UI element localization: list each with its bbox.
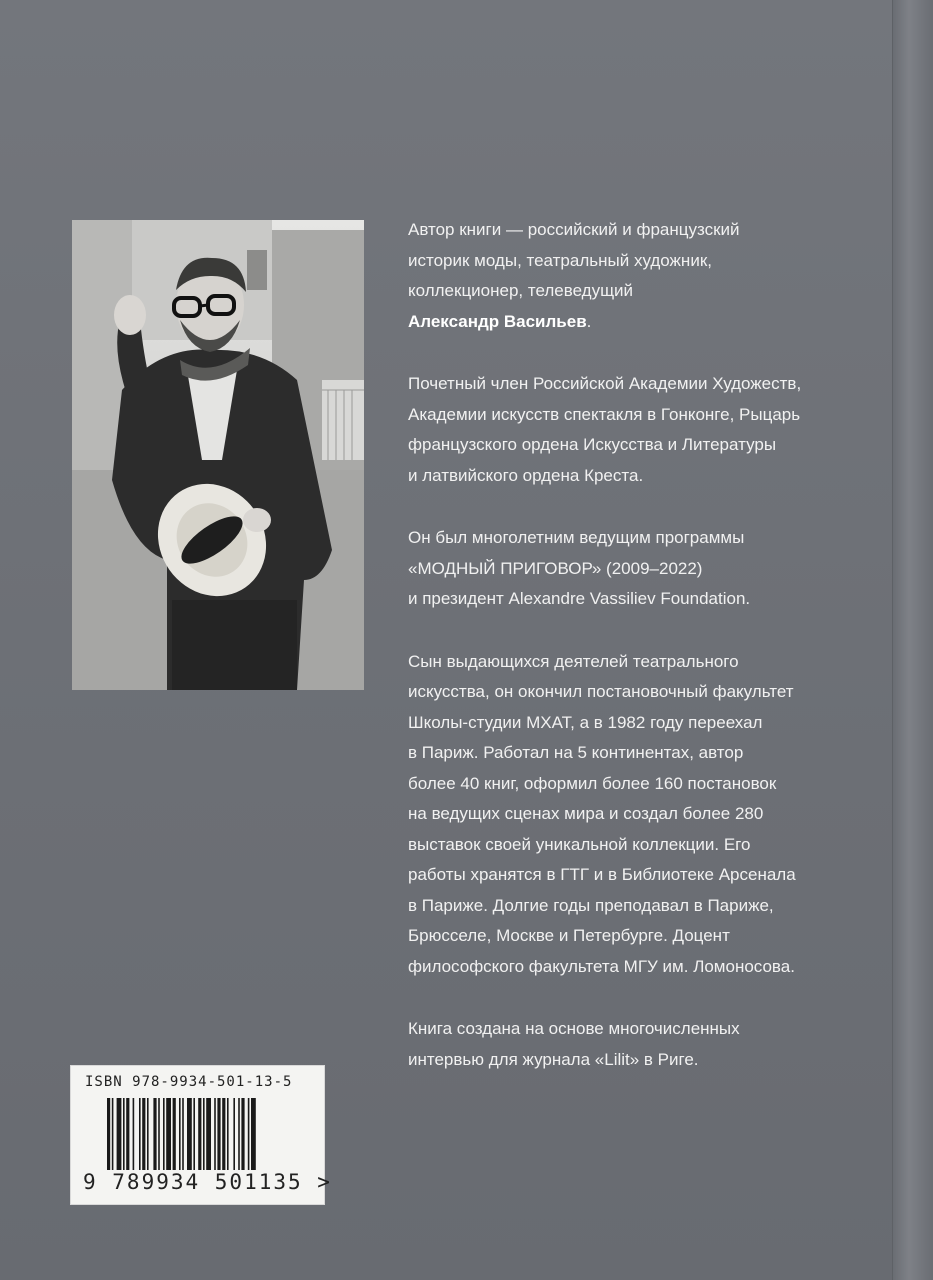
author-name: Александр Васильев — [408, 311, 587, 331]
barcode-digits: 9 789934 501135 > — [83, 1170, 332, 1194]
author-name-suffix: . — [586, 311, 592, 331]
barcode-bar — [179, 1098, 181, 1170]
bio-line: Почетный член Российской Академии Художеств, — [408, 374, 802, 393]
bio-paragraph-1 — [408, 215, 828, 337]
bio-line: и латвийского ордена Креста. — [408, 465, 644, 485]
bio-line: Академии искусств спектакля в Гонконге, Рыцарь — [408, 404, 801, 424]
bio-paragraph-2 — [408, 369, 828, 491]
bio-line: в Париже. Долгие годы преподавал в Париже, — [408, 895, 774, 915]
bio-line: работы хранятся в ГТГ и в Библиотеке Арсенала — [408, 865, 796, 884]
barcode-bar — [112, 1098, 114, 1170]
barcode-bar — [214, 1098, 216, 1170]
barcode-bar — [193, 1098, 195, 1170]
bio-line: французского ордена Искусства и Литературы — [408, 435, 777, 454]
barcode-bar — [222, 1098, 225, 1170]
barcode-bar — [123, 1098, 125, 1170]
bio-line: Он был многолетним ведущим программы — [408, 528, 745, 547]
bio-line: философского факультета МГУ им. Ломоносова. — [408, 956, 795, 976]
barcode-bar — [206, 1098, 211, 1170]
barcode-bar — [142, 1098, 145, 1170]
bio-paragraph-4 — [408, 647, 828, 983]
barcode-bar — [227, 1098, 229, 1170]
bio-line: и президент Alexandre Vassiliev Foundation. — [408, 589, 751, 608]
bio-line: искусства, он окончил постановочный факультет — [408, 682, 794, 701]
bio-line: выставок своей уникальной коллекции. Его — [408, 834, 751, 854]
barcode-bar — [233, 1098, 235, 1170]
barcode-bar — [166, 1098, 171, 1170]
barcode-bar — [133, 1098, 135, 1170]
barcode-bar — [173, 1098, 176, 1170]
bio-paragraph-3 — [408, 523, 828, 615]
barcode-bar — [198, 1098, 201, 1170]
bio-line: Сын выдающихся деятелей театрального — [408, 651, 739, 671]
author-photo-illustration — [72, 220, 364, 690]
barcode-bar — [163, 1098, 165, 1170]
barcode-bar — [153, 1098, 156, 1170]
barcode-bar — [241, 1098, 244, 1170]
barcode-bar — [251, 1098, 256, 1170]
barcode-bar — [117, 1098, 122, 1170]
bio-line: Книга создана на основе многочисленных — [408, 1019, 740, 1038]
barcode-bar — [158, 1098, 160, 1170]
barcode-bar — [182, 1098, 184, 1170]
barcode-bars — [107, 1098, 307, 1170]
barcode-bar — [238, 1098, 240, 1170]
barcode-bar — [217, 1098, 220, 1170]
barcode-bar — [248, 1098, 250, 1170]
bio-line — [408, 307, 828, 338]
barcode-bar — [187, 1098, 192, 1170]
author-biography — [408, 215, 828, 1107]
barcode-bar — [107, 1098, 110, 1170]
isbn-label: ISBN 978-9934-501-13-5 — [85, 1074, 293, 1090]
barcode-bar — [139, 1098, 141, 1170]
bio-line: на ведущих сценах мира и создал более 280 — [408, 804, 764, 823]
author-photo — [72, 220, 364, 690]
bio-line: интервью для журнала «Lilit» в Риге. — [408, 1049, 699, 1069]
bio-line: более 40 книг, оформил более 160 постановок — [408, 773, 777, 793]
bio-line: Брюсселе, Москве и Петербурге. Доцент — [408, 926, 730, 945]
bio-line: историк моды, театральный художник, — [408, 250, 712, 270]
barcode-bar — [126, 1098, 129, 1170]
bio-line: коллекционер, телеведущий — [408, 281, 634, 300]
isbn-barcode — [70, 1065, 332, 1205]
bio-line: Автор книги — российский и французский — [408, 220, 740, 239]
barcode-bar — [203, 1098, 205, 1170]
bio-paragraph-5 — [408, 1014, 828, 1075]
bio-line: «МОДНЫЙ ПРИГОВОР» (2009–2022) — [408, 558, 703, 578]
bio-line: Школы-студии МХАТ, а в 1982 году переехал — [408, 712, 763, 732]
bio-line: в Париж. Работал на 5 континентах, автор — [408, 743, 744, 762]
spine-edge — [892, 0, 933, 1280]
barcode-bar — [147, 1098, 149, 1170]
